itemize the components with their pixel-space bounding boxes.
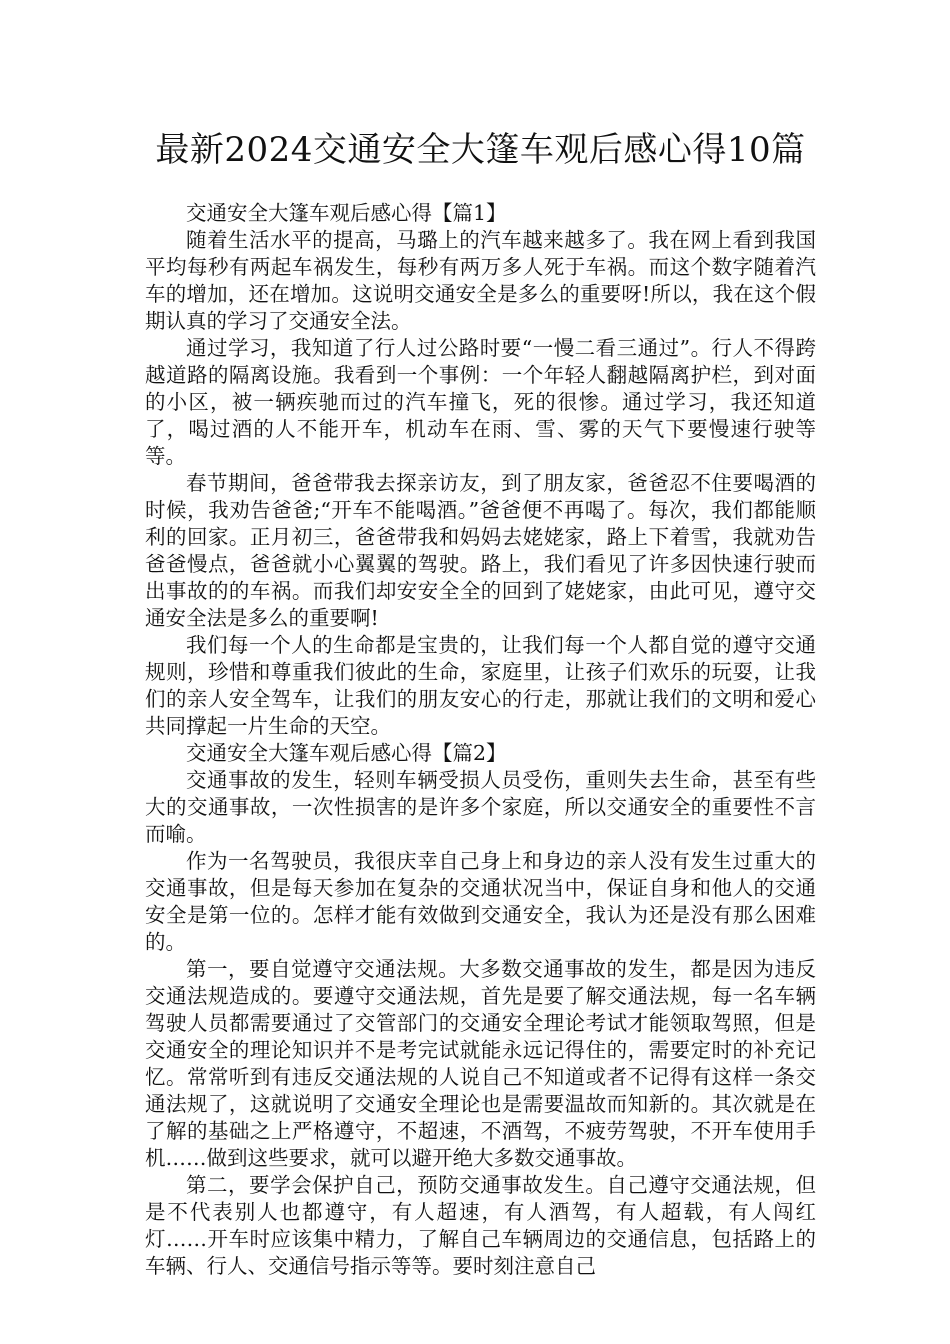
paragraph: 我们每一个人的生命都是宝贵的，让我们每一个人都自觉的遵守交通规则，珍惜和尊重我们彼此的生命，家庭里，让孩子们欢乐的玩耍，让我们的亲人安全驾车，让我们的朋友安心的行走，那就让我们的文明和爱心共同撑起一片生命的天空。 [145, 633, 816, 738]
paragraph: 春节期间，爸爸带我去探亲访友，到了朋友家，爸爸忍不住要喝酒的时候，我劝告爸爸;“开车不能喝酒。”爸爸便不再喝了。每次，我们都能顺利的回家。正月初三，爸爸带我和妈妈去姥姥家，路上下着雪，我就劝告爸爸慢点，爸爸就小心翼翼的驾驶。路上，我们看见了许多因快速行驶而出事故的的车祸。而我们却安安全全的回到了姥姥家，由此可见，遵守交通安全法是多么的重要啊! [145, 471, 816, 630]
paragraph: 第二，要学会保护自己，预防交通事故发生。自己遵守交通法规，但是不代表别人也都遵守，有人超速，有人酒驾，有人超载，有人闯红灯……开车时应该集中精力，了解自己车辆周边的交通信息，包括路上的车辆、行人、交通信号指示等等。要时刻注意自己 [145, 1173, 816, 1278]
paragraph: 交通事故的发生，轻则车辆受损人员受伤，重则失去生命，甚至有些大的交通事故，一次性损害的是许多个家庭，所以交通安全的重要性不言而喻。 [145, 768, 816, 846]
paragraph: 通过学习，我知道了行人过公路时要“一慢二看三通过”。行人不得跨越道路的隔离设施。我看到一个事例：一个年轻人翻越隔离护栏，到对面的小区，被一辆疾驰而过的汽车撞飞，死的很惨。通过学习，我还知道了，喝过酒的人不能开车，机动车在雨、雪、雾的天气下要慢速行驶等等。 [145, 336, 816, 468]
paragraph: 作为一名驾驶员，我很庆幸自己身上和身边的亲人没有发生过重大的交通事故，但是每天参加在复杂的交通状况当中，保证自身和他人的交通安全是第一位的。怎样才能有效做到交通安全，我认为还是没有那么困难的。 [145, 849, 816, 954]
section-heading-2: 交通安全大篷车观后感心得【篇2】 [186, 741, 507, 765]
document-title: 最新2024交通安全大篷车观后感心得10篇 [155, 130, 806, 170]
section-heading-1: 交通安全大篷车观后感心得【篇1】 [186, 201, 507, 225]
paragraph: 随着生活水平的提高，马璐上的汽车越来越多了。我在网上看到我国平均每秒有两起车祸发生，每秒有两万多人死于车祸。而这个数字随着汽车的增加，还在增加。这说明交通安全是多么的重要呀!所以，我在这个假期认真的学习了交通安全法。 [145, 228, 816, 333]
document-body [145, 200, 816, 1280]
paragraph: 第一，要自觉遵守交通法规。大多数交通事故的发生，都是因为违反交通法规造成的。要遵守交通法规，首先是要了解交通法规，每一名车辆驾驶人员都需要通过了交管部门的交通安全理论考试才能领取驾照，但是交通安全的理论知识并不是考完试就能永远记得住的，需要定时的补充记忆。常常听到有违反交通法规的人说自己不知道或者不记得有这样一条交通法规了，这就说明了交通安全理论也是需要温故而知新的。其次就是在了解的基础之上严格遵守，不超速，不酒驾，不疲劳驾驶，不开车使用手机……做到这些要求，就可以避开绝大多数交通事故。 [145, 957, 816, 1170]
